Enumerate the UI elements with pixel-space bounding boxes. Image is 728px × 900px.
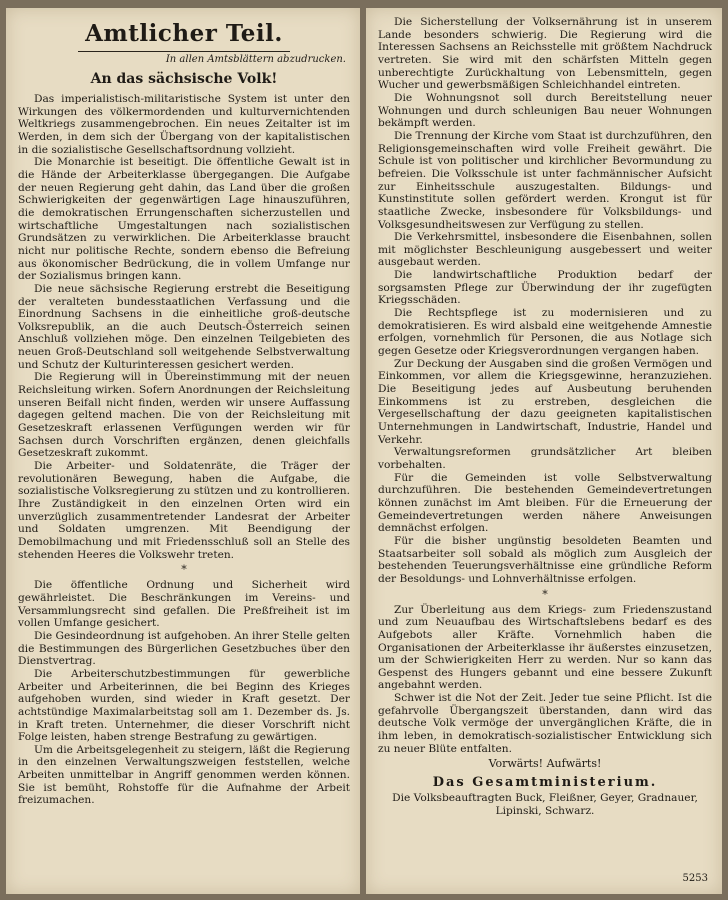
paragraph: Die Verkehrsmittel, insbesondere die Eisenbahnen, sollen mit möglichster Beschleunigung ausgebessert und weiter ausgebaut werden. bbox=[378, 231, 712, 269]
paragraph: Die Trennung der Kirche vom Staat ist durchzuführen, den Religionsgemeinschaften wird volle Freiheit gewährt. Die Schule ist von politischer und kirchlicher Bevormundung zu befreien. Die Volksschule ist unter fachmännischer Aufsicht zur Einheitsschule auszugestalten. Bildungs- und Kunstinstitute sollen gefördert werden. Krongut ist für staatliche Zwecke, insbesondere für Volksbildungs- und Volksgesundheitswesen zur Verfügung zu stellen. bbox=[378, 129, 712, 231]
paragraph: Die Arbeiter- und Soldatenräte, die Träger der revolutionären Bewegung, haben die Aufgabe, die sozialistische Volksregierung zu stützen und zu kontrollieren. Ihre Zuständigkeit in den einzelnen Orten wird ein unverzüglich zusammentretender Landesrat der Arbeiter und Soldaten umgrenzen. Mit Beendigung der Demobilmachung und mit Friedensschluß soll an Stelle des stehenden Heeres die Volkswehr treten. bbox=[18, 460, 350, 561]
signers: Die Volksbeauftragten Buck, Fleißner, Geyer, Gradnauer, Lipinski, Schwarz. bbox=[392, 792, 698, 818]
paragraph: Die Rechtspflege ist zu modernisieren und zu demokratisieren. Es wird alsbald eine weitgehende Amnestie erfolgen, vornehmlich für Personen, die aus Notlage sich gegen Gesetze oder Kriegsverordnungen vergangen haben. bbox=[378, 307, 712, 358]
section-divider: * bbox=[542, 587, 548, 601]
paragraph: Zur Überleitung aus dem Kriegs- zum Friedenszustand und zum Neuaufbau des Wirtschaftslebens bedarf es des Aufgebots aller Kräfte. Vornehmlich haben die Organisationen der Arbeiterklasse ihr äußerstes einzusetzen, um der Schwierigkeiten Herr zu werden. Nur so kann das Gespenst des Hungers gebannt und eine bessere Zukunft angebahnt werden. bbox=[378, 603, 712, 692]
paragraph: Verwaltungsreformen grundsätzlicher Art bleiben vorbehalten. bbox=[378, 446, 712, 471]
paragraph: Die Regierung will in Übereinstimmung mit der neuen Reichsleitung wirken. Sofern Anordnungen der Reichsleitung unseren Beifall nicht finden, werden wir unsere Auffassung dagegen geltend machen. Die von der Reichsleitung mit Gesetzeskraft erlassenen Verfügungen werden wir für Sachsen durch Vorschriften ergänzen, denen gleichfalls Gesetzeskraft zukommt. bbox=[18, 371, 350, 460]
closing-line: Vorwärts! Aufwärts! bbox=[488, 757, 602, 771]
paragraph: Die Wohnungsnot soll durch Bereitstellung neuer Wohnungen und durch schleunigen Bau neuer Wohnungen bekämpft werden. bbox=[378, 91, 712, 130]
paragraph: Für die bisher ungünstig besoldeten Beamten und Staatsarbeiter soll sobald als möglich zum Ausgleich der bestehenden Teuerungsverhältnisse eine gründliche Reform der Besoldungs- und Lohnverhältnisse erfolgen. bbox=[378, 534, 712, 585]
print-note: In allen Amtsblättern abzudrucken. bbox=[165, 54, 346, 65]
paragraph: Die öffentliche Ordnung und Sicherheit wird gewährleistet. Die Beschränkungen im Vereins- und Versammlungsrecht sind gefallen. Die Preßfreiheit ist im vollen Umfange gesichert. bbox=[18, 579, 350, 630]
paragraph: Die Sicherstellung der Volksernährung ist in unserem Lande besonders schwierig. Die Regierung wird die Interessen Sachsens an Reichsstelle mit größtem Nachdruck vertreten. Sie wird mit den schärfsten Mitteln gegen unberechtigte Zurückhaltung von Lebensmitteln, gegen Wucher und gewerbsmäßigen Schleichhandel eintreten. bbox=[378, 16, 712, 92]
section-title: Amtlicher Teil. bbox=[85, 20, 283, 47]
paragraph: Die Monarchie ist beseitigt. Die öffentliche Gewalt ist in die Hände der Arbeiterklasse übergegangen. Die Aufgabe der neuen Regierung geht dahin, das Land über die großen Schwierigkeiten der gegenwärtigen Lage hinauszuführen, die demokratischen Errungenschaften sicherzustellen und wirtschaftliche Umgestaltungen nach sozialistischen Grundsätzen zu verwirklichen. Die Arbeiterklasse braucht nicht nur politische Rechte, sondern ebenso die Befreiung aus ökonomischer Bedrückung, die in vollem Umfange nur der Sozialismus bringen kann. bbox=[18, 156, 350, 283]
paragraph: Die landwirtschaftliche Produktion bedarf der sorgsamsten Pflege zur Überwindung der ihr zugefügten Kriegsschäden. bbox=[378, 269, 712, 307]
paragraph: Das imperialistisch-militaristische System ist unter den Wirkungen des völkermordenden und kulturvernichtenden Weltkriegs zusammengebrochen. Ein neues Zeitalter ist im Werden, in dem sich der Übergang von der kapitalistischen in die sozialistische Gesellschaftsordnung vollzieht. bbox=[18, 93, 350, 156]
signature: Das Gesamtministerium. bbox=[432, 775, 658, 791]
paragraph: Schwer ist die Not der Zeit. Jeder tue seine Pflicht. Ist die gefahrvolle Übergangszeit überstanden, dann wird das deutsche Volk vermöge der unvergänglichen Kräfte, die in ihm leben, in demokratisch-sozialistischer Entwicklung sich zu neuer Blüte entfalten. bbox=[378, 692, 712, 755]
title-rule bbox=[78, 51, 290, 52]
paragraph: Die Arbeiterschutzbestimmungen für gewerbliche Arbeiter und Arbeiterinnen, die bei Beginn des Krieges aufgehoben wurden, sind wieder in Kraft gesetzt. Der achtstündige Maximalarbeitstag soll am 1. Dezember ds. Js. in Kraft treten. Unternehmer, die dieser Vorschrift nicht Folge leisten, haben strenge Bestrafung zu gewärtigen. bbox=[18, 667, 350, 744]
section-divider: * bbox=[181, 563, 187, 577]
left-column bbox=[6, 8, 360, 894]
paragraph: Die Gesindeordnung ist aufgehoben. An ihrer Stelle gelten die Bestimmungen des Bürgerlichen Gesetzbuches über den Dienstvertrag. bbox=[18, 629, 350, 668]
paragraph: Um die Arbeitsgelegenheit zu steigern, läßt die Regierung in den einzelnen Verwaltungszweigen feststellen, welche Arbeiten unmittelbar in Angriff genommen werden können. Sie ist bemüht, Rohstoffe für die Aufnahme der Arbeit freizumachen. bbox=[18, 743, 350, 807]
proclamation-heading: An das sächsische Volk! bbox=[90, 71, 278, 87]
page-number: 5253 bbox=[682, 873, 708, 884]
paragraph: Für die Gemeinden ist volle Selbstverwaltung durchzuführen. Die bestehenden Gemeindevertretungen können zunächst im Amt bleiben. Für die Erneuerung der Gemeindevertretungen werden nähere Anweisungen demnächst erfolgen. bbox=[378, 471, 712, 535]
right-column bbox=[366, 8, 722, 894]
paragraph: Die neue sächsische Regierung erstrebt die Beseitigung der veralteten bundesstaatlichen Verfassung und die Einordnung Sachsens in die einheitliche groß-deutsche Volksrepublik, an die auch Deutsch-Österreich seinen Anschluß vollziehen möge. Den einzelnen Teilgebieten des neuen Groß-Deutschland soll weitgehende Selbstverwaltung und Schutz der Kulturinteressen gesichert werden. bbox=[18, 282, 350, 371]
paragraph: Zur Deckung der Ausgaben sind die großen Vermögen und Einkommen, vor allem die Kriegsgewinne, heranzuziehen. Die Beseitigung jedes auf Ausbeutung beruhenden Einkommens ist zu erstreben, desgleichen die Vergesellschaftung der dazu geeigneten kapitalistischen Unternehmungen in Landwirtschaft, Industrie, Handel und Verkehr. bbox=[378, 357, 712, 446]
